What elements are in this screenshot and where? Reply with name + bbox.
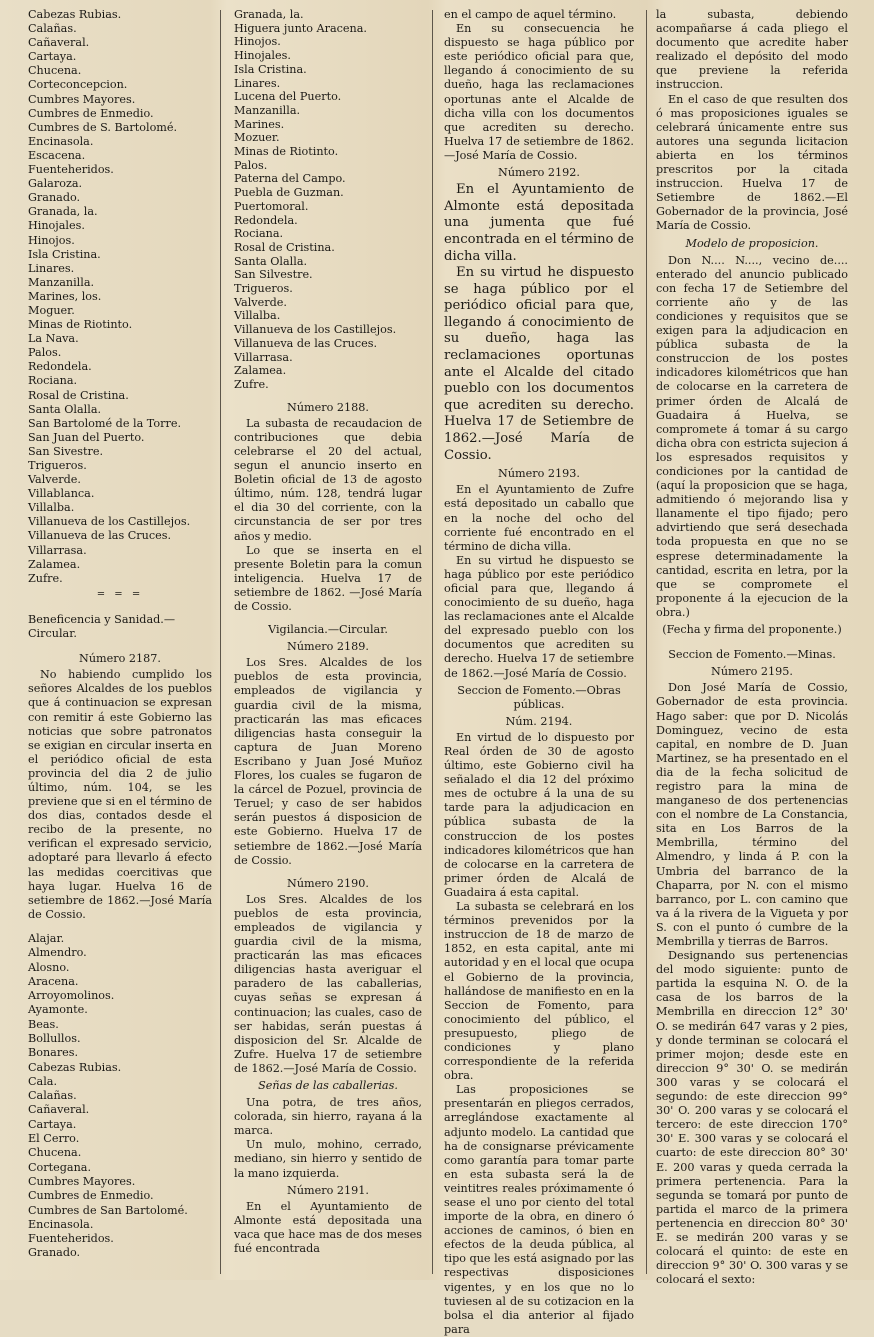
list-item: Isla Cristina.	[234, 62, 307, 76]
notice-text: En el Ayuntamiento de Almonte está depositada una vaca que hace mas de dos meses fué encontrada	[234, 1199, 422, 1256]
column-4	[656, 8, 848, 1287]
list-item: Rosal de Cristina.	[234, 240, 335, 254]
list-item: Granada, la.	[234, 8, 304, 21]
list-item: Minas de Riotinto.	[234, 145, 339, 159]
list-item: San Juan del Puerto.	[28, 430, 145, 444]
notice-number: Número 2191.	[287, 1183, 369, 1197]
town-list	[234, 8, 422, 392]
column-rule	[432, 10, 433, 1274]
list-item: Almendro.	[28, 946, 87, 960]
list-item: Bollullos.	[28, 1031, 81, 1045]
list-item: Villablanca.	[28, 487, 95, 501]
notice-text: En su virtud he dispuesto se haga público por este periódico oficial para que, llegando á conocimiento de su dueño, haga las reclamaciones ante el Alcalde del expresado pueblo con los documentos que acrediten su derecho. Huelva 17 de setiembre de 1862.—José María de Cossio.	[444, 553, 634, 680]
list-item: Cumbres de Enmedio.	[28, 106, 154, 120]
list-item: Hinojales.	[234, 49, 291, 63]
list-item: Ayamonte.	[28, 1003, 88, 1017]
list-item: Granado.	[28, 191, 81, 205]
list-item: Trigueros.	[234, 282, 293, 296]
column-2	[234, 8, 422, 1274]
notice-number: Número 2188.	[287, 400, 369, 414]
list-item: Cumbres de Enmedio.	[28, 1189, 154, 1203]
list-item: Cañaveral.	[28, 1103, 90, 1117]
list-item: Isla Cristina.	[28, 247, 101, 261]
subheading: Modelo de proposicion.	[685, 236, 819, 250]
list-item: Marines.	[234, 117, 285, 131]
list-item: Rosal de Cristina.	[28, 388, 129, 402]
list-item: San Silvestre.	[234, 268, 313, 282]
list-item: Alajar.	[28, 931, 65, 945]
list-item: Arroyomolinos.	[28, 989, 115, 1003]
notice-text: Una potra, de tres años, colorada, sin hierro, rayana á la marca.	[234, 1096, 422, 1138]
list-item: Santa Olalla.	[28, 402, 102, 416]
list-item: Valverde.	[28, 473, 81, 487]
list-item: Zalamea.	[234, 364, 287, 378]
list-item: Villalba.	[234, 309, 281, 323]
list-item: Villanueva de las Cruces.	[234, 336, 378, 350]
list-item: Zufre.	[28, 571, 63, 585]
list-item: Minas de Riotinto.	[28, 318, 133, 332]
section-heading: Beneficencia y Sanidad.—Circular.	[28, 612, 176, 641]
list-item: Encinasola.	[28, 1217, 94, 1231]
list-item: Villanueva de los Castillejos.	[28, 515, 191, 529]
list-item: Cartaya.	[28, 50, 77, 64]
section-heading: Vigilancia.—Circular.	[268, 623, 388, 637]
notice-text: En su consecuencia he dispuesto se haga público por este periódico oficial para que, llegando á conocimiento de su dueño, haga las reclamaciones oportunas ante el Alcalde de dicha villa con los documentos que acrediten su derecho. Huelva 17 de setiembre de 1862. —José María de Cossio.	[444, 22, 634, 162]
notice-text: Don N.... N...., vecino de.... enterado del anuncio publicado con fecha 17 de Setiembre del corriente año y de las condiciones y requisitos que se exigen para la adjudicacion en pública subasta de la construccion de los postes indicadores kilométricos que han de colocarse en la carretera de primer órden de Alcalá de Guadaira á Huelva, se compromete á tomar á su cargo dicha obra con estricta sujecion á los espresados requisitos y condiciones por la cantidad de (aquí la proposicion que se haga, admitiendo ó mejorando lisa y llanamente el tipo fijado; pero advirtiendo que será desechada toda propuesta en que no se esprese determinadamente la cantidad, escrita en letra, por la que se compromete el proponente á la ejecucion de la obra.)	[656, 253, 848, 619]
list-item: Palos.	[234, 158, 268, 172]
list-item: Valverde.	[234, 295, 287, 309]
notice-number: Número 2190.	[287, 876, 369, 890]
notice-text: No habiendo cumplido los señores Alcaldes de los pueblos que á continuacion se expresan con remitir á este Gobierno las noticias que sobre patronatos se exigian en circular inserta en el periódico oficial de esta provincia del dia 2 de julio último, núm. 104, se les previene que si en el término de dos dias, contados desde el recibo de la presente, no verifican el expresado servicio, adoptaré para llevarlo á efecto las medidas coercitivas que haya lugar. Huelva 16 de setiembre de 1862.—José María de Cossio.	[28, 668, 212, 921]
column-1	[28, 8, 212, 1274]
section-heading: Seccion de Fomento.—Obras públicas.	[457, 683, 621, 711]
notice-text: La subasta se celebrará en los términos prevenidos por la instruccion de 18 de marzo de 1852, en esta capital, ante mi autoridad y en el local que ocupa el Gobierno de la provincia, hallándose de manifiesto en en la Seccion de Fomento, para conocimiento del público, el presupuesto, pliego de condiciones y plano correspondiente de la referida obra.	[444, 900, 634, 1083]
notice-number: Número 2189.	[287, 640, 369, 654]
town-list-top	[28, 8, 212, 586]
list-item: Rociana.	[234, 227, 284, 241]
town-list-bottom	[28, 932, 212, 1261]
notice-text: Don José María de Cossio, Gobernador de esta provincia. Hago saber: que por D. Nicolás Dominguez, vecino de esta capital, en nombre de D. Juan Martinez, se ha presentado en el dia de la fecha solicitud de registro para la mina de manganeso de dos pertenencias con el nombre de La Constancia, sita en Los Barros de la Membrilla, término del Almendro, y linda á P. con la Umbria del barranco de la Chaparra, por N. con el mismo barranco, por L. con camino que va á la rivera de la Vigueta y por S. con el punto ó cumbre de la Membrilla y tierras de Barros.	[656, 681, 848, 948]
list-item: Encinasola.	[28, 134, 94, 148]
column-3	[444, 8, 634, 1336]
list-item: Manzanilla.	[234, 103, 301, 117]
list-item: Moguer.	[28, 303, 75, 317]
list-item: Redondela.	[234, 213, 298, 227]
list-item: Bonares.	[28, 1046, 79, 1060]
list-item: Zufre.	[234, 377, 269, 391]
list-item: Palos.	[28, 346, 62, 360]
list-item: Galaroza.	[28, 177, 83, 191]
notice-text: Los Sres. Alcaldes de los pueblos de esta provincia, empleados de vigilancia y guardia civil de la misma, practicarán las mas eficaces diligencias hasta averiguar el paradero de las caballerias, cuyas señas se expresan á continuacion; las cuales, caso de ser habidas, serán puestas á disposicion del Sr. Alcalde de Zufre. Huelva 17 de setiembre de 1862.—José María de Cossio.	[234, 892, 422, 1075]
notice-text: En el caso de que resulten dos ó mas proposiciones iguales se celebrará únicamente entre sus autores una segunda licitacion abierta en los términos prescritos por la citada instruccion. Huelva 17 de Setiembre de 1862.—El Gobernador de la provincia, José María de Cossio.	[656, 92, 848, 233]
notice-text: Las proposiciones se presentarán en pliegos cerrados, arreglándose exactamente al adjunto modelo. La cantidad que ha de consignarse prévicamente como garantía para tomar parte en esta subasta será la de veintitres reales próximamente ó sease el uno por ciento del total importe de la obra, en dinero ó acciones de caminos, ó bien en efectos de la deuda pública, al tipo que les está asignado por las respectivas disposiciones vigentes, y en los que no lo tuviesen al de su cotizacion en la bolsa el dia anterior al fijado para	[444, 1083, 634, 1336]
list-item: Granado.	[28, 1246, 81, 1260]
separator: = = =	[96, 588, 144, 600]
section-heading: Seccion de Fomento.—Minas.	[668, 648, 836, 662]
notice-text: En su virtud he dispuesto se haga público por el periódico oficial para que, llegando á conocimiento de su dueño, haga las reclamaciones oportunas ante el Alcalde del citado pueblo con los documentos que acrediten su derecho. Huelva 17 de Setiembre de 1862.—José María de Cossio.	[444, 265, 634, 463]
list-item: Marines, los.	[28, 289, 102, 303]
list-item: San Sivestre.	[28, 444, 104, 458]
notice-number: Número 2195.	[711, 665, 793, 679]
list-item: Hinojos.	[28, 233, 75, 247]
list-item: Villalba.	[28, 501, 75, 515]
notice-number: Número 2193.	[498, 467, 580, 481]
notice-text: En virtud de lo dispuesto por Real órden de 30 de agosto último, este Gobierno civil ha señalado el dia 12 del próximo mes de octubre á la una de su tarde para la adjudicacion en pública subasta de la construccion de los postes indicadores kilométricos que han de colocarse en la carretera de primer órden de Alcalá de Guadaira á esta capital.	[444, 730, 634, 899]
list-item: Villarrasa.	[28, 543, 87, 557]
list-item: Cañaveral.	[28, 36, 90, 50]
list-item: Santa Olalla.	[234, 254, 308, 268]
list-item: Beas.	[28, 1017, 59, 1031]
list-item: Redondela.	[28, 360, 92, 374]
subheading: Señas de las caballerias.	[258, 1079, 398, 1092]
list-item: Hinojales.	[28, 219, 85, 233]
list-item: Cabezas Rubias.	[28, 8, 122, 21]
list-item: Villarrasa.	[234, 350, 293, 364]
list-item: Mozuer.	[234, 131, 280, 145]
notice-number: Número 2192.	[498, 166, 580, 180]
list-item: Cumbres de S. Bartolomé.	[28, 120, 178, 134]
column-rule	[220, 10, 221, 1274]
list-item: Aracena.	[28, 974, 79, 988]
notice-text: Los Sres. Alcaldes de los pueblos de esta provincia, empleados de vigilancia y guardia civil de la misma, practicarán las mas eficaces diligencias hasta conseguir la captura de Juan Moreno Escribano y Juan José Muñoz Flores, los cuales se fugaron de la cárcel de Pozuel, provincia de Teruel; y caso de ser habidos serán puestos á disposicion de este Gobierno. Huelva 17 de setiembre de 1862.—José María de Cossio.	[234, 656, 422, 867]
list-item: Puertomoral.	[234, 199, 309, 213]
list-item: Fuenteheridos.	[28, 1232, 114, 1246]
notice-text: Lo que se inserta en el presente Boletin para la comun inteligencia. Huelva 17 de setiembre de 1862. —José María de Cossio.	[234, 543, 422, 613]
list-item: Fuenteheridos.	[28, 163, 114, 177]
list-item: Paterna del Campo.	[234, 172, 346, 186]
list-item: San Bartolomé de la Torre.	[28, 416, 182, 430]
notice-text: Designando sus pertenencias del modo siguiente: punto de partida la esquina N. O. de la casa de los barros de la Membrilla en direccion 12° 30' O. se medirán 647 varas y 2 pies, y donde terminan se colocará el primer mojon; desde este en direccion 9° 30' O. se medirán 300 varas y se colocará el segundo: de este direccion 99° 30' O. 200 varas y se colocará el tercero: de este direccion 170° 30' E. 300 varas y se colocará el cuarto: de este direccion 80° 30' E. 200 varas y queda cerrada la primera pertenencia. Para la segunda se tomará por punto de partida el marco de la primera pertenencia en direccion 80° 30' E. se medirán 200 varas y se colocará el quinto: de este en direccion 9° 30' O. 300 varas y se colocará el sexto:	[656, 949, 848, 1287]
list-item: Manzanilla.	[28, 275, 95, 289]
notice-text: Un mulo, mohino, cerrado, mediano, sin hierro y sentido de la mano izquierda.	[234, 1138, 422, 1180]
list-item: Cumbres de San Bartolomé.	[28, 1203, 188, 1217]
list-item: Cartaya.	[28, 1117, 77, 1131]
list-item: Calañas.	[28, 22, 77, 36]
column-rule	[646, 10, 647, 1274]
notice-text: en el campo de aquel término.	[444, 8, 617, 21]
list-item: Corteconcepcion.	[28, 78, 128, 92]
notice-text: La subasta de recaudacion de contribuciones que debia celebrarse el 20 del actual, segun el anuncio inserto en Boletin oficial de 13 de agosto último, núm. 128, tendrá lugar el dia 30 del corriente, con la circunstancia de ser por tres años y medio.	[234, 416, 422, 543]
notice-number: Núm. 2194.	[505, 714, 573, 728]
list-item: Rociana.	[28, 374, 78, 388]
list-item: Linares.	[28, 261, 75, 275]
list-item: Cumbres Mayores.	[28, 92, 136, 106]
notice-text: la subasta, debiendo acompañarse á cada pliego el documento que acredite haber realizado el depósito del modo que previene la referida instruccion.	[656, 8, 848, 92]
list-item: Alosno.	[28, 960, 70, 974]
list-item: Cumbres Mayores.	[28, 1174, 136, 1188]
list-item: La Nava.	[28, 332, 79, 346]
list-item: Calañas.	[28, 1089, 77, 1103]
list-item: Puebla de Guzman.	[234, 186, 344, 200]
list-item: Chucena.	[28, 1146, 82, 1160]
list-item: Hinojos.	[234, 35, 281, 49]
list-item: Linares.	[234, 76, 281, 90]
notice-number: Número 2187.	[79, 652, 161, 666]
list-item: Chucena.	[28, 64, 82, 78]
list-item: Cortegana.	[28, 1160, 92, 1174]
list-item: Zalamea.	[28, 557, 81, 571]
list-item: Higuera junto Aracena.	[234, 21, 367, 35]
list-item: Cala.	[28, 1074, 58, 1088]
list-item: Lucena del Puerto.	[234, 90, 342, 104]
list-item: Villanueva de las Cruces.	[28, 529, 172, 543]
signature-line: (Fecha y firma del proponente.)	[662, 623, 842, 637]
list-item: Escacena.	[28, 148, 86, 162]
list-item: Granada, la.	[28, 205, 98, 219]
list-item: El Cerro.	[28, 1132, 80, 1146]
list-item: Trigueros.	[28, 459, 87, 472]
list-item: Villanueva de los Castillejos.	[234, 323, 397, 337]
notice-text: En el Ayuntamiento de Almonte está depositada una jumenta que fué encontrada en el término de dicha villa.	[444, 182, 634, 264]
notice-text: En el Ayuntamiento de Zufre está depositado un caballo que en la noche del ocho del corriente fué encontrado en el término de dicha villa.	[444, 483, 634, 553]
list-item: Cabezas Rubias.	[28, 1060, 122, 1074]
